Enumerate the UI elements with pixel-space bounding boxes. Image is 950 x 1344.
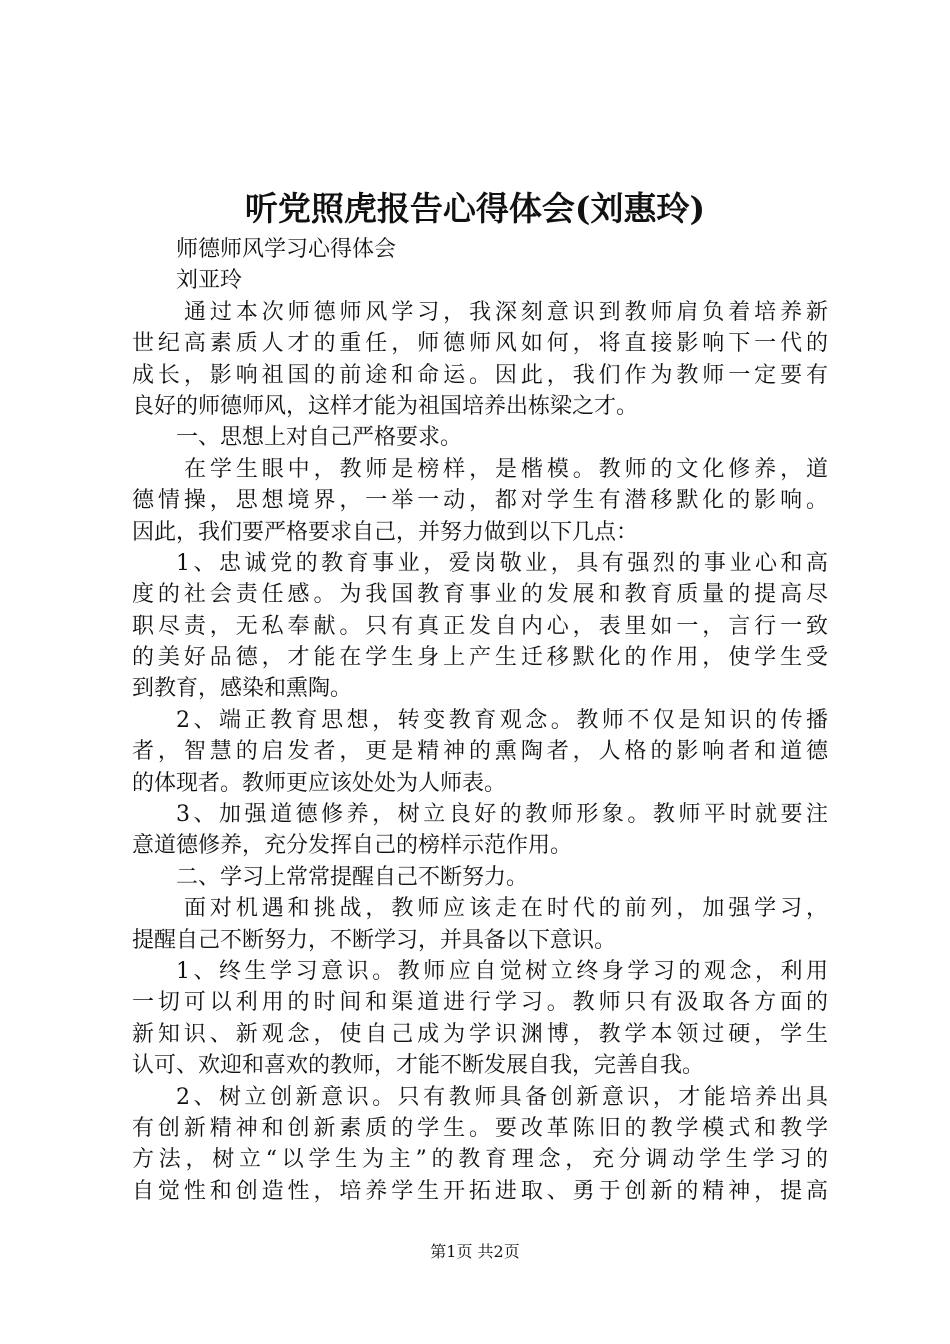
body-line: 认可、欢迎和喜欢的教师，才能不断发展自我，完善自我。 xyxy=(132,1053,705,1079)
body-line: 世纪高素质人才的重任，师德师风如何，将直接影响下一代的 xyxy=(132,331,828,357)
body-line: 提醒自己不断努力，不断学习，并具备以下意识。 xyxy=(132,927,617,953)
body-line: 一、思想上对自己严格要求。 xyxy=(176,425,463,451)
body-line: 3、加强道德修养，树立良好的教师形象。教师平时就要注 xyxy=(176,802,828,828)
body-line: 一切可以利用的时间和渠道进行学习。教师只有汲取各方面的 xyxy=(132,990,828,1016)
body-line: 德情操，思想境界，一举一动，都对学生有潜移默化的影响。 xyxy=(132,488,828,514)
document-body xyxy=(132,234,828,1207)
body-line: 面对机遇和挑战，教师应该走在时代的前列，加强学习， xyxy=(184,896,828,922)
body-line: 者，智慧的启发者，更是精神的熏陶者，人格的影响者和道德 xyxy=(132,739,828,765)
body-line: 通过本次师德师风学习，我深刻意识到教师肩负着培养新 xyxy=(184,299,828,325)
body-line: 新知识、新观念，使自己成为学识渊博，教学本领过硬，学生 xyxy=(132,1021,828,1047)
body-line: 师德师风学习心得体会 xyxy=(176,237,397,262)
body-line: 有创新精神和创新素质的学生。要改革陈旧的教学模式和教学 xyxy=(132,1115,828,1141)
body-line: 刘亚玲 xyxy=(176,268,243,294)
body-line: 在学生眼中，教师是榜样，是楷模。教师的文化修养，道 xyxy=(184,456,828,482)
body-line: 2、树立创新意识。只有教师具备创新意识，才能培养出具 xyxy=(176,1084,828,1110)
body-line: 良好的师德师风，这样才能为祖国培养出栋梁之才。 xyxy=(132,393,639,419)
body-line: 方法，树立“以学生为主”的教育理念，充分调动学生学习的 xyxy=(132,1147,828,1173)
body-line: 二、学习上常常提醒自己不断努力。 xyxy=(176,864,529,890)
body-line: 的美好品德，才能在学生身上产生迁移默化的作用，使学生受 xyxy=(132,645,828,671)
body-line: 1、忠诚党的教育事业，爱岗敬业，具有强烈的事业心和高 xyxy=(176,550,828,576)
body-line: 自觉性和创造性，培养学生开拓进取、勇于创新的精神，提高 xyxy=(132,1178,828,1204)
body-line: 成长，影响祖国的前途和命运。因此，我们作为教师一定要有 xyxy=(132,362,828,388)
body-line: 到教育，感染和熏陶。 xyxy=(132,676,353,702)
body-line: 度的社会责任感。为我国教育事业的发展和教育质量的提高尽 xyxy=(132,582,828,608)
body-line: 1、终生学习意识。教师应自觉树立终身学习的观念，利用 xyxy=(176,958,828,984)
body-line: 因此，我们要严格要求自己，并努力做到以下几点： xyxy=(132,519,639,545)
page-footer: 第1页 共2页 xyxy=(430,1242,520,1261)
body-line: 意道德修养，充分发挥自己的榜样示范作用。 xyxy=(132,833,573,859)
body-line: 2、端正教育思想，转变教育观念。教师不仅是知识的传播 xyxy=(176,707,828,733)
document-title: 听党照虎报告心得体会(刘惠玲) xyxy=(244,189,706,228)
body-line: 的体现者。教师更应该处处为人师表。 xyxy=(132,770,507,796)
body-line: 职尽责，无私奉献。只有真正发自内心，表里如一，言行一致 xyxy=(132,613,828,639)
